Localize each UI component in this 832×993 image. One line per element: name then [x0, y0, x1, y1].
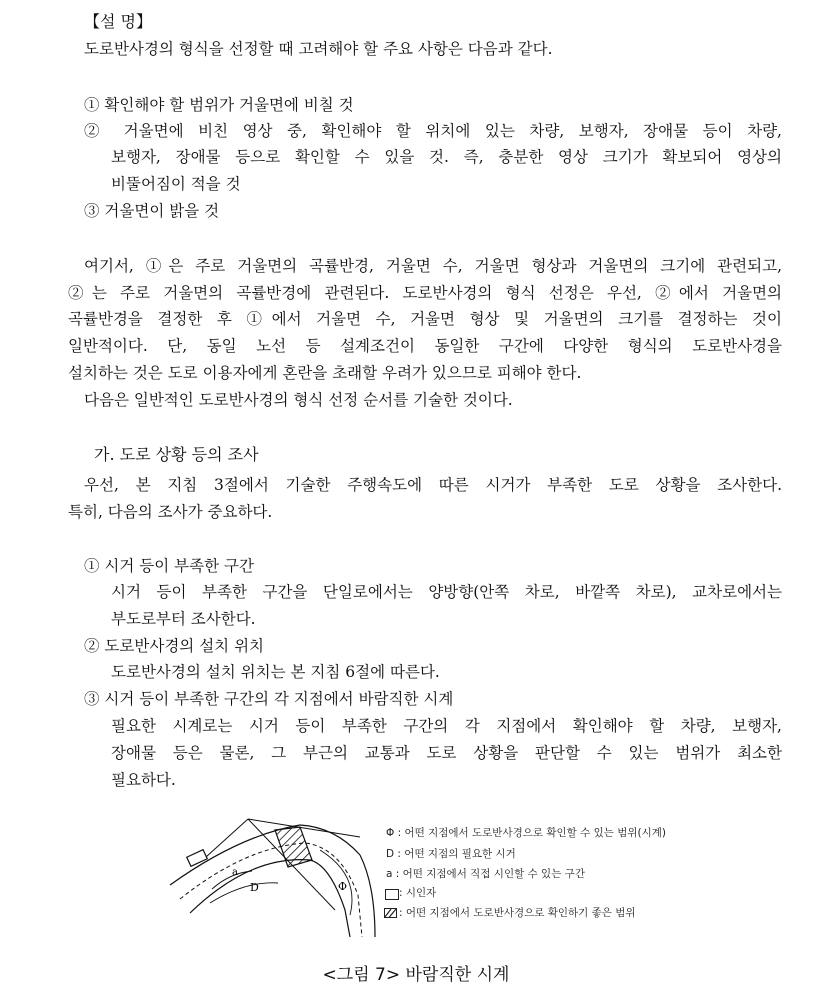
label-d: D — [250, 881, 259, 894]
survey-item-1-title: ① 시거 등이 부족한 구간 — [84, 557, 254, 575]
legend-hatched: : 어떤 지점에서 도로반사경으로 확인하기 좋은 범위 — [399, 907, 636, 919]
paragraph-line: 설치하는 것은 도로 이용자에게 혼란을 초래할 우려가 있으므로 피해야 한다. — [68, 364, 582, 382]
segment-d-arrow — [210, 883, 278, 903]
sight-line — [206, 819, 248, 857]
paragraph-line: ②는 주로 거울면의 곡률반경에 관련된다. 도로반사경의 형식 선정은 우선, ②에서 거울면의 — [68, 284, 782, 302]
consideration-item-2: ② 거울면에 비친 영상 중, 확인해야 할 위치에 있는 차량, 보행자, 장애물 등이 차량, — [84, 122, 782, 140]
consideration-item-2-cont2: 비뚤어짐이 적을 것 — [111, 175, 241, 193]
viewer-legend-icon — [385, 889, 399, 900]
survey-item-3-text-cont: 장애물 등은 물론, 그 부근의 교통과 도로 상황을 판단할 수 있는 범위가 최소한 — [111, 744, 782, 762]
survey-item-3-text-cont2: 필요하다. — [111, 771, 176, 789]
viewer-marker — [187, 850, 208, 867]
survey-item-3-title: ③ 시거 등이 부족한 구간의 각 지점에서 바람직한 시계 — [84, 690, 454, 708]
road-center-line — [180, 843, 362, 937]
visibility-diagram — [160, 815, 380, 940]
figure-caption: <그림 7> 바람직한 시계 — [322, 965, 510, 985]
paragraph-line: 곡률반경을 결정한 후 ①에서 거울면 수, 거울면 형상 및 거울면의 크기를 결정하는 것이 — [68, 310, 782, 328]
paragraph-line: 다음은 일반적인 도로반사경의 형식 선정 순서를 기술한 것이다. — [84, 391, 513, 409]
survey-item-1-text-cont: 부도로부터 조사한다. — [111, 610, 256, 628]
road-edge-inner — [190, 860, 350, 937]
paragraph-line: 여기서, ①은 주로 거울면의 곡률반경, 거울면 수, 거울면 형상과 거울면의 크기에 관련되고, — [84, 257, 782, 275]
phi-arc — [320, 850, 352, 915]
legend-phi: Φ : 어떤 지점에서 도로반사경으로 확인할 수 있는 범위(시계) — [386, 827, 666, 839]
legend-d: D : 어떤 지점의 필요한 시거 — [386, 848, 516, 860]
legend-a: a : 어떤 지점에서 직접 시인할 수 있는 구간 — [386, 868, 585, 880]
survey-item-2-title: ② 도로반사경의 설치 위치 — [84, 637, 265, 655]
subsection-title: 가. 도로 상황 등의 조사 — [94, 445, 259, 464]
consideration-item-2-cont: 보행자, 장애물 등으로 확인할 수 있을 것. 즉, 충분한 영상 크기가 확보되어 영상의 — [111, 148, 782, 166]
road-edge-far — [360, 855, 375, 937]
hatched-legend-icon — [384, 908, 398, 919]
survey-item-1-text: 시거 등이 부족한 구간을 단일로에서는 양방향(안쪽 차로, 바깥쪽 차로), 교차로에서는 — [111, 583, 782, 601]
paragraph-line: 일반적이다. 단, 동일 노선 등 설계조건이 동일한 구간에 다양한 형식의 도로반사경을 — [68, 337, 782, 355]
subsection-line: 우선, 본 지침 3절에서 기술한 주행속도에 따른 시거가 부족한 도로 상황을 조사한다. — [84, 476, 782, 494]
consideration-item-1: ① 확인해야 할 범위가 거울면에 비칠 것 — [84, 96, 354, 114]
intro-text: 도로반사경의 형식을 선정할 때 고려해야 할 주요 사항은 다음과 같다. — [84, 40, 553, 58]
subsection-line: 특히, 다음의 조사가 중요하다. — [68, 503, 273, 521]
label-a: a — [232, 867, 238, 878]
label-phi: Φ — [338, 880, 348, 893]
survey-item-3-text: 필요한 시계로는 시거 등이 부족한 구간의 각 지점에서 확인해야 할 차량, 보행자, — [111, 717, 782, 735]
section-title: 【설 명】 — [84, 12, 152, 31]
survey-item-2-text: 도로반사경의 설치 위치는 본 지침 6절에 따른다. — [111, 663, 440, 681]
consideration-item-3: ③ 거울면이 밝을 것 — [84, 202, 220, 220]
legend-viewer: : 시인자 — [399, 887, 437, 899]
